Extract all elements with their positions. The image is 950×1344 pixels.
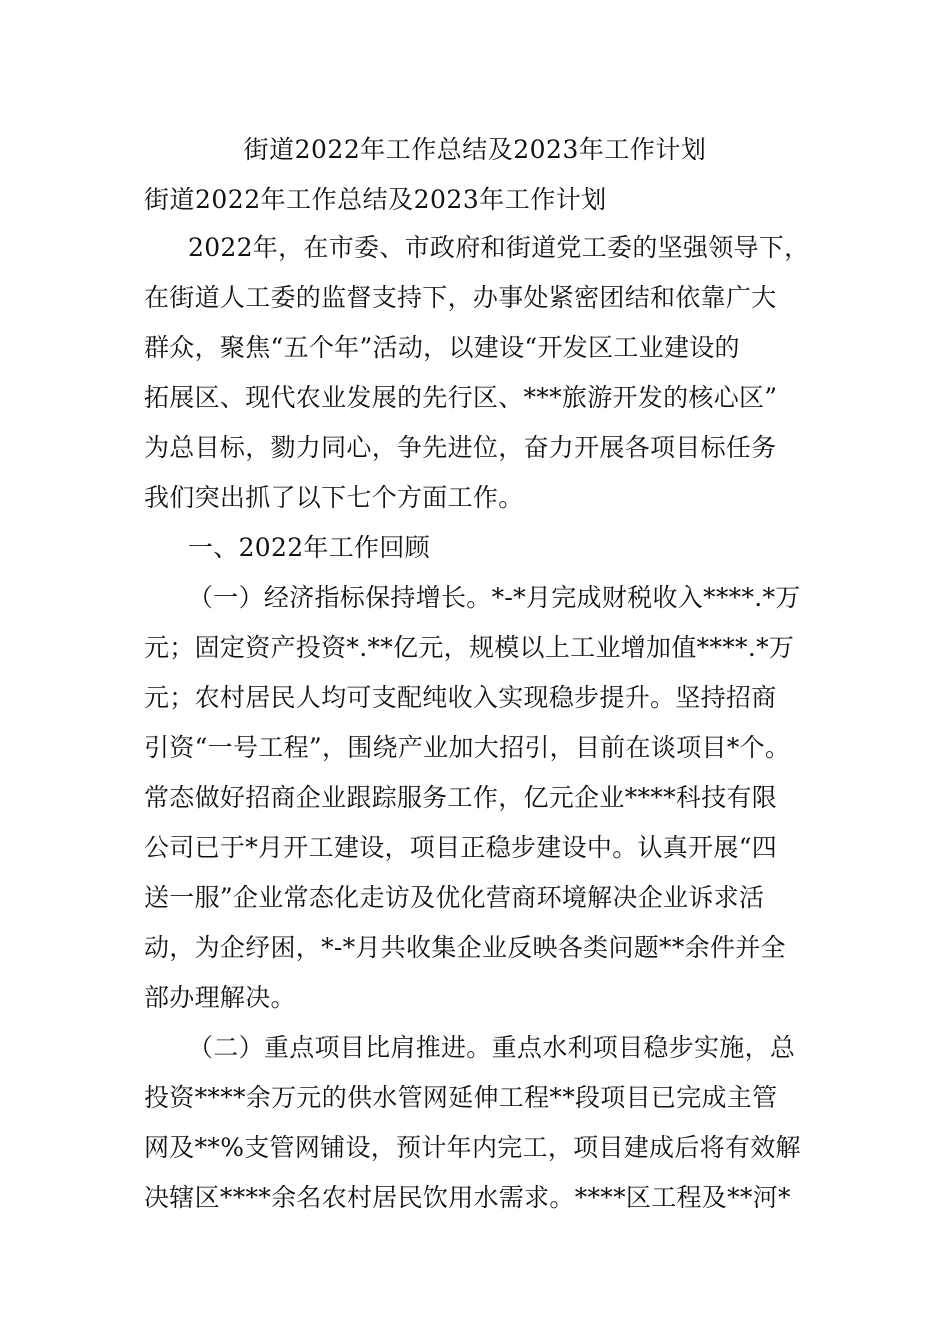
text-line: （二）重点项目比肩推进。重点水利项目稳步实施，总 (188, 1033, 796, 1062)
text-line: 送一服”企业常态化走访及优化营商环境解决企业诉求活 (144, 883, 765, 912)
intro-paragraph (144, 223, 844, 523)
text-line: 部办理解决。 (144, 983, 296, 1012)
text-line: 拓展区、现代农业发展的先行区、***旅游开发的核心区” (144, 383, 778, 412)
paragraph-key-projects (144, 1023, 844, 1223)
text-line: 我们突出抓了以下七个方面工作。 (144, 483, 524, 512)
text-line: 公司已于*月开工建设，项目正稳步建设中。认真开展“四 (144, 833, 778, 862)
text-line: 网及**%支管网铺设，预计年内完工，项目建成后将有效解 (144, 1133, 801, 1162)
text-line: 常态做好招商企业跟踪服务工作，亿元企业****科技有限 (144, 783, 778, 812)
text-line: 群众，聚焦“五个年”活动，以建设“开发区工业建设的 (144, 333, 740, 362)
section-heading-block (144, 523, 844, 573)
text-line: 2022年，在市委、市政府和街道党工委的坚强领导下， (188, 233, 810, 262)
text-line: 在街道人工委的监督支持下，办事处紧密团结和依靠广大 (144, 283, 777, 312)
text-line: 动，为企纾困，*-*月共收集企业反映各类问题**余件并全 (144, 933, 786, 962)
text-line: 引资“一号工程”，围绕产业加大招引，目前在谈项目*个。 (144, 733, 791, 762)
document-subtitle: 街道2022年工作总结及2023年工作计划 (144, 185, 607, 214)
text-line: 决辖区****余名农村居民饮用水需求。****区工程及**河* (144, 1183, 791, 1212)
text-line: 为总目标，勠力同心，争先进位，奋力开展各项目标任务 (144, 433, 777, 462)
text-line: 元；固定资产投资*.**亿元，规模以上工业增加值****.*万 (144, 633, 795, 662)
paragraph-economic-indicators (144, 573, 844, 1023)
text-line: 投资****余万元的供水管网延伸工程**段项目已完成主管 (144, 1083, 778, 1112)
text-line: 元；农村居民人均可支配纯收入实现稳步提升。坚持招商 (144, 683, 777, 712)
text-line: （一）经济指标保持增长。*-*月完成财税收入****.*万 (188, 583, 801, 612)
document-title: 街道2022年工作总结及2023年工作计划 (243, 135, 707, 164)
section-heading: 一、2022年工作回顾 (188, 533, 430, 562)
